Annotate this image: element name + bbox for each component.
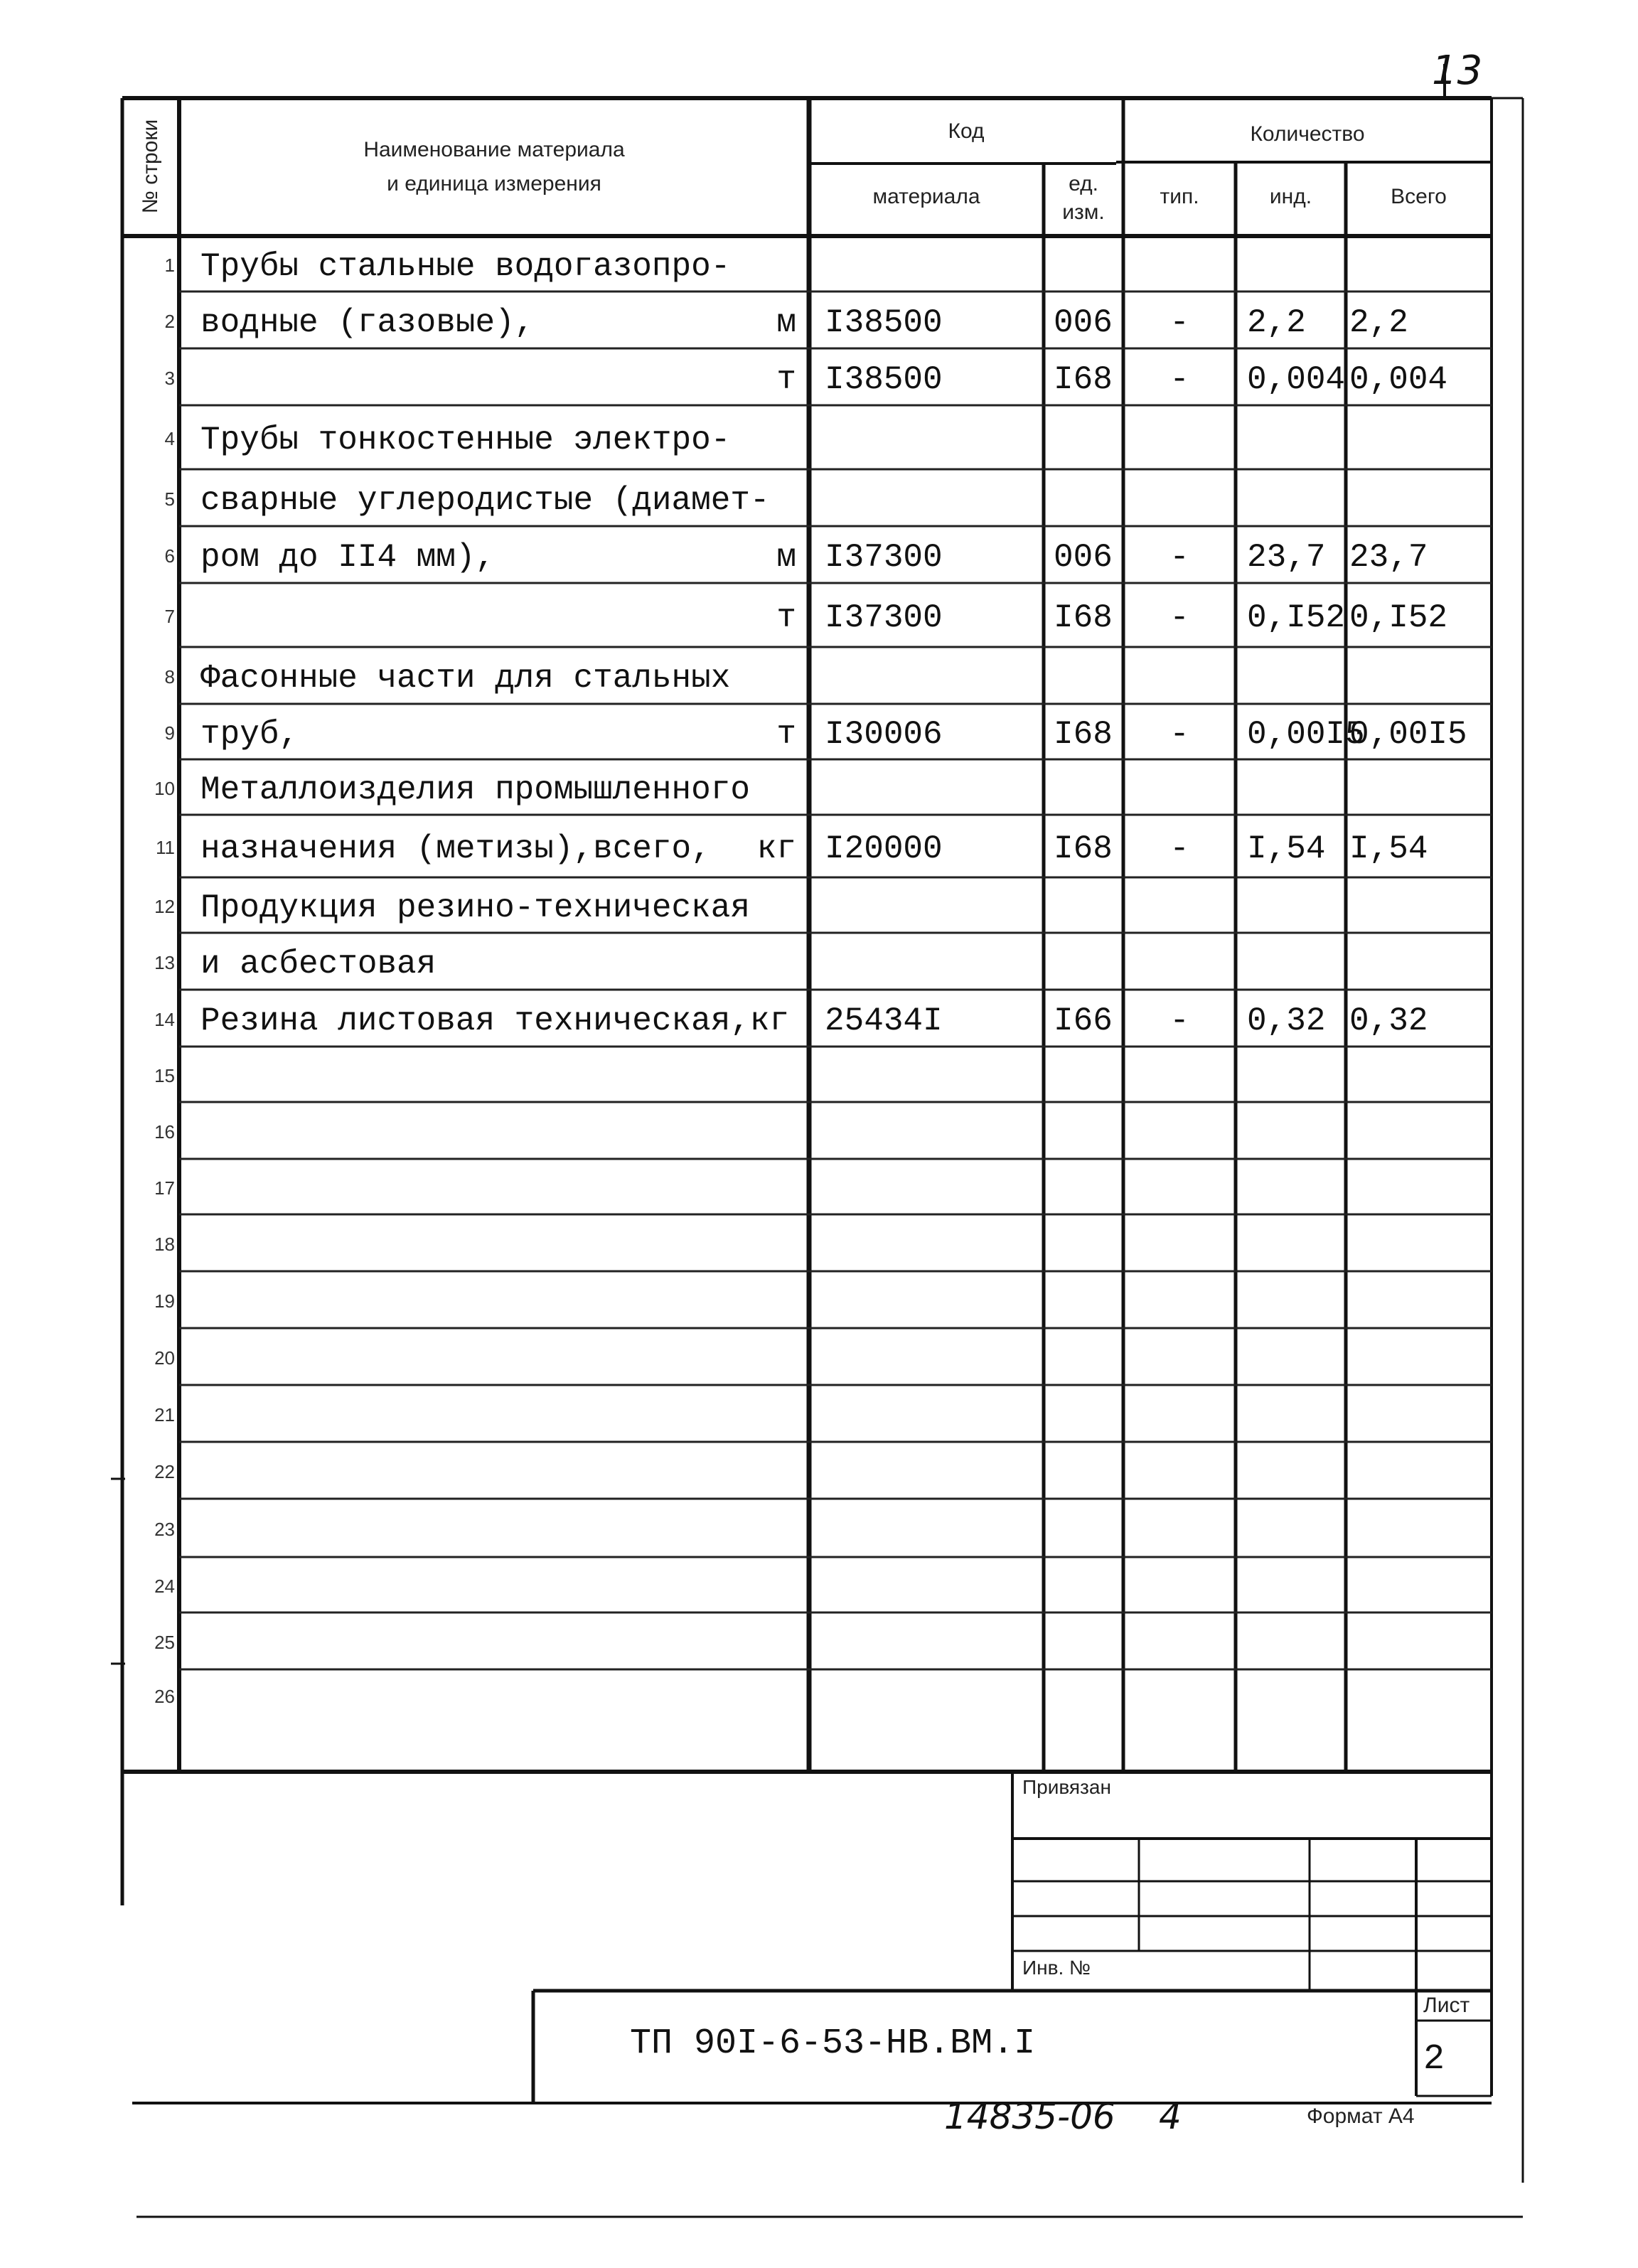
qty-typ: - (1169, 716, 1189, 753)
handwritten-page: 4 (1159, 2096, 1182, 2137)
row-number: 19 (154, 1290, 175, 1312)
material-name: ром до II4 мм), (200, 539, 496, 576)
material-code: I30006 (825, 716, 943, 753)
row-number: 22 (154, 1461, 175, 1482)
row-number: 6 (164, 545, 175, 567)
code-header: Код (948, 119, 985, 143)
qty-ind: 0,00I5 (1247, 716, 1365, 753)
sheet-label: Лист (1423, 1994, 1470, 2017)
qty-ind: 0,32 (1247, 1002, 1326, 1039)
name-header-line2: и единица измерения (387, 172, 601, 196)
inv-label: Инв. № (1022, 1957, 1091, 1979)
material-code: I38500 (825, 361, 943, 398)
material-name: труб, (200, 716, 299, 753)
material-name: Резина листовая техническая,кг (200, 1002, 790, 1039)
row-number: 12 (154, 896, 175, 917)
qty-total: 0,004 (1349, 361, 1448, 398)
qty-ind-header: инд. (1269, 185, 1312, 208)
qty-total: I,54 (1349, 830, 1428, 867)
row-number: 26 (154, 1686, 175, 1707)
row-number: 8 (164, 666, 175, 688)
row-number: 7 (164, 606, 175, 627)
table-row (122, 1612, 1492, 1669)
unit-code: I68 (1054, 830, 1113, 867)
qty-total: 23,7 (1349, 539, 1428, 576)
qty-total-header: Всего (1391, 185, 1447, 208)
row-number: 18 (154, 1234, 175, 1255)
unit-code: I68 (1054, 716, 1113, 753)
row-number: 21 (154, 1404, 175, 1425)
unit-code: 006 (1054, 304, 1113, 341)
row-number: 5 (164, 488, 175, 510)
material-name: назначения (метизы),всего, (200, 830, 711, 867)
material-name: Продукция резино-техническая (200, 889, 750, 926)
table-row (122, 1669, 1492, 1721)
material-name: Трубы тонкостенные электро- (200, 422, 731, 459)
table-row (122, 1385, 1492, 1442)
qty-ind: I,54 (1247, 830, 1326, 867)
table-row (122, 1499, 1492, 1557)
code-unit-header-1: ед. (1069, 172, 1098, 196)
material-name: и асбестовая (200, 946, 437, 983)
qty-total: 0,32 (1349, 1002, 1428, 1039)
qty-typ-header: тип. (1160, 185, 1199, 208)
unit-label: т (776, 361, 796, 398)
handwritten-archive-number: 14835-06 (944, 2096, 1115, 2137)
unit-label: т (776, 716, 796, 753)
row-number: 25 (154, 1632, 175, 1653)
table-row (122, 1159, 1492, 1214)
unit-code: I68 (1054, 599, 1113, 636)
sheet-number: 2 (1423, 2039, 1445, 2080)
format-label: Формат А4 (1307, 2104, 1415, 2128)
material-name: Фасонные части для стальных (200, 660, 731, 697)
table-row (122, 1047, 1492, 1102)
code-material-header: материала (872, 185, 980, 208)
qty-typ: - (1169, 304, 1189, 341)
material-code: I37300 (825, 599, 943, 636)
table-row (122, 1271, 1492, 1328)
quantity-header: Количество (1250, 122, 1365, 146)
unit-label: т (776, 599, 796, 636)
row-number: 3 (164, 368, 175, 389)
unit-label: кг (756, 830, 796, 867)
material-name: Трубы стальные водогазопро- (200, 248, 731, 285)
row-number: 9 (164, 722, 175, 744)
row-number-header: № строки (139, 119, 162, 214)
row-number: 1 (164, 255, 175, 276)
table-row (122, 1442, 1492, 1499)
bound-label: Привязан (1022, 1776, 1111, 1798)
unit-code: I68 (1054, 361, 1113, 398)
row-number: 24 (154, 1576, 175, 1597)
row-number: 11 (156, 837, 175, 858)
material-code: I38500 (825, 304, 943, 341)
material-name: водные (газовые), (200, 304, 535, 341)
qty-typ: - (1169, 1002, 1189, 1039)
unit-code: I66 (1054, 1002, 1113, 1039)
row-number: 20 (154, 1347, 175, 1369)
unit-code: 006 (1054, 539, 1113, 576)
row-number: 15 (154, 1065, 175, 1086)
table-row (122, 1557, 1492, 1612)
qty-typ: - (1169, 599, 1189, 636)
row-number: 2 (164, 311, 175, 332)
row-number: 23 (154, 1519, 175, 1540)
row-number: 17 (154, 1177, 175, 1199)
table-row (122, 1328, 1492, 1385)
qty-ind: 23,7 (1247, 539, 1326, 576)
row-number: 14 (154, 1009, 175, 1030)
qty-ind: 2,2 (1247, 304, 1306, 341)
qty-typ: - (1169, 830, 1189, 867)
row-number: 13 (154, 952, 175, 973)
qty-total: 0,I52 (1349, 599, 1448, 636)
qty-typ: - (1169, 539, 1189, 576)
material-name: Металлоизделия промышленного (200, 771, 750, 808)
material-name: сварные углеродистые (диамет- (200, 482, 770, 519)
table-row (122, 1214, 1492, 1271)
qty-ind: 0,I52 (1247, 599, 1346, 636)
qty-total: 2,2 (1349, 304, 1408, 341)
unit-label: м (776, 539, 796, 576)
qty-typ: - (1169, 361, 1189, 398)
qty-total: 0,00I5 (1349, 716, 1467, 753)
name-header-line1: Наименование материала (363, 138, 625, 161)
page-number: 13 (1432, 48, 1483, 94)
document-designation: ТП 90I-6-53-НВ.ВМ.I (630, 2023, 1036, 2064)
material-code: I20000 (825, 830, 943, 867)
material-code: 25434I (825, 1002, 943, 1039)
row-number: 4 (164, 428, 175, 449)
qty-ind: 0,004 (1247, 361, 1346, 398)
material-code: I37300 (825, 539, 943, 576)
row-number: 16 (154, 1121, 175, 1143)
code-unit-header-2: изм. (1062, 200, 1105, 224)
table-row (122, 1102, 1492, 1159)
row-number: 10 (154, 778, 175, 799)
unit-label: м (776, 304, 796, 341)
